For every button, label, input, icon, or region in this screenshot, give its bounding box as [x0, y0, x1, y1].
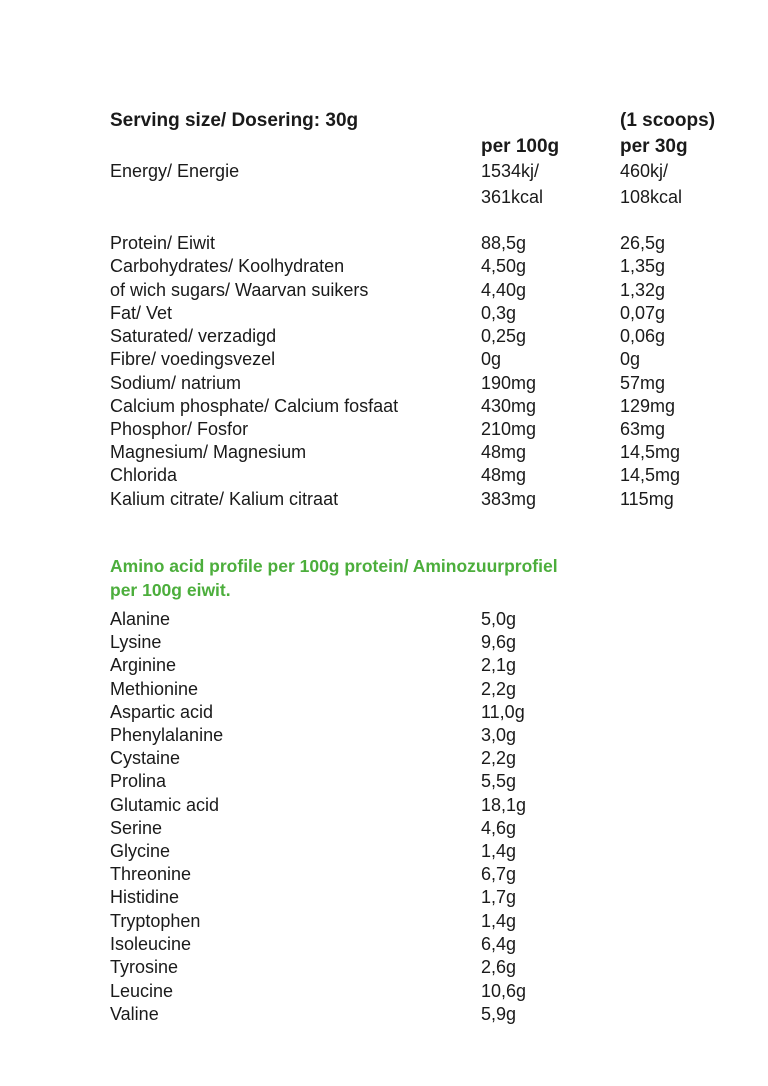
amino-row [110, 956, 750, 979]
nutrient-row [110, 441, 750, 464]
amino-label: Methionine [110, 679, 199, 699]
amino-label: Tyrosine [110, 957, 179, 977]
amino-row [110, 701, 750, 724]
energy-per30-kj: 460kj/ [620, 161, 669, 181]
nutrient-per100: 383mg [481, 489, 537, 509]
amino-row [110, 886, 750, 909]
col-per30-header: per 30g [620, 136, 688, 157]
amino-value: 9,6g [481, 632, 517, 652]
amino-value: 5,9g [481, 1004, 517, 1024]
col-per100-header: per 100g [481, 136, 560, 157]
nutrient-per30: 14,5mg [620, 442, 681, 462]
amino-value: 18,1g [481, 795, 527, 815]
nutrient-label: Carbohydrates/ Koolhydraten [110, 256, 345, 276]
nutrient-row [110, 395, 750, 418]
energy-label: Energy/ Energie [110, 161, 240, 181]
amino-label: Threonine [110, 864, 192, 884]
amino-label: Glycine [110, 841, 171, 861]
energy-kcal-row [110, 186, 750, 209]
nutrient-row [110, 464, 750, 487]
amino-value: 1,4g [481, 841, 517, 861]
nutrient-per100: 430mg [481, 396, 537, 416]
energy-per30-kcal: 108kcal [620, 187, 683, 207]
amino-row [110, 654, 750, 677]
amino-row [110, 933, 750, 956]
amino-value: 2,2g [481, 679, 517, 699]
nutrient-label: Sodium/ natrium [110, 373, 242, 393]
nutrient-per100: 0g [481, 349, 502, 369]
nutrient-label: Protein/ Eiwit [110, 233, 216, 253]
scoops-label: (1 scoops) [620, 110, 716, 131]
nutrient-per30: 1,32g [620, 280, 666, 300]
nutrient-per100: 4,50g [481, 256, 527, 276]
nutrient-per30: 14,5mg [620, 465, 681, 485]
nutrient-per30: 115mg [620, 489, 674, 509]
amino-label: Serine [110, 818, 163, 838]
amino-label: Lysine [110, 632, 162, 652]
amino-label: Valine [110, 1004, 159, 1024]
amino-value: 4,6g [481, 818, 517, 838]
nutrient-per100: 48mg [481, 442, 527, 462]
amino-label: Isoleucine [110, 934, 192, 954]
amino-value: 11,0g [481, 702, 525, 722]
amino-label: Phenylalanine [110, 725, 224, 745]
nutrient-per100: 48mg [481, 465, 527, 485]
amino-value: 2,1g [481, 655, 517, 675]
nutrient-per100: 210mg [481, 419, 537, 439]
nutrient-row [110, 232, 750, 255]
nutrient-per30: 26,5g [620, 233, 666, 253]
amino-row [110, 631, 750, 654]
nutrient-label: Saturated/ verzadigd [110, 326, 277, 346]
amino-value: 3,0g [481, 725, 517, 745]
energy-per100-kcal: 361kcal [481, 187, 544, 207]
nutrient-label: Phosphor/ Fosfor [110, 419, 249, 439]
amino-value: 2,6g [481, 957, 517, 977]
amino-row [110, 817, 750, 840]
amino-value: 10,6g [481, 981, 527, 1001]
nutrient-label: Chlorida [110, 465, 178, 485]
amino-label: Prolina [110, 771, 167, 791]
nutrient-per100: 4,40g [481, 280, 527, 300]
serving-size-label: Serving size/ Dosering: 30g [110, 110, 359, 131]
amino-label: Glutamic acid [110, 795, 220, 815]
amino-row [110, 678, 750, 701]
nutrient-label: Fat/ Vet [110, 303, 173, 323]
nutrient-per30: 63mg [620, 419, 666, 439]
amino-heading-line1: Amino acid profile per 100g protein/ Aminozuurprofiel [110, 556, 558, 576]
amino-value: 5,5g [481, 771, 517, 791]
nutrient-label: Calcium phosphate/ Calcium fosfaat [110, 396, 399, 416]
amino-row [110, 1003, 750, 1026]
nutrient-label: Magnesium/ Magnesium [110, 442, 307, 462]
column-header-row [110, 135, 750, 158]
nutrient-per100: 88,5g [481, 233, 527, 253]
amino-label: Aspartic acid [110, 702, 214, 722]
nutrient-row [110, 279, 750, 302]
nutrient-label: Kalium citrate/ Kalium citraat [110, 489, 339, 509]
amino-heading-line2: per 100g eiwit. [110, 580, 231, 600]
nutrient-row [110, 348, 750, 371]
nutrient-row [110, 255, 750, 278]
energy-row [110, 160, 750, 183]
amino-row [110, 794, 750, 817]
amino-row [110, 608, 750, 631]
amino-row [110, 980, 750, 1003]
amino-row [110, 724, 750, 747]
nutrient-label: Fibre/ voedingsvezel [110, 349, 276, 369]
amino-row [110, 910, 750, 933]
nutrient-per100: 0,25g [481, 326, 527, 346]
amino-label: Alanine [110, 609, 171, 629]
nutrient-row [110, 302, 750, 325]
nutrient-per100: 190mg [481, 373, 537, 393]
amino-row [110, 863, 750, 886]
amino-label: Arginine [110, 655, 177, 675]
amino-value: 2,2g [481, 748, 517, 768]
nutrient-label: of wich sugars/ Waarvan suikers [110, 280, 369, 300]
amino-value: 6,4g [481, 934, 517, 954]
nutrient-row [110, 325, 750, 348]
nutrient-row [110, 488, 750, 511]
serving-size-row [110, 109, 750, 132]
amino-value: 1,7g [481, 887, 517, 907]
nutrient-row [110, 372, 750, 395]
nutrient-per30: 0g [620, 349, 641, 369]
energy-per100-kj: 1534kj/ [481, 161, 540, 181]
nutrient-per30: 1,35g [620, 256, 666, 276]
amino-label: Tryptophen [110, 911, 201, 931]
amino-value: 5,0g [481, 609, 517, 629]
amino-row [110, 840, 750, 863]
amino-value: 6,7g [481, 864, 517, 884]
nutrient-per30: 57mg [620, 373, 666, 393]
amino-row [110, 747, 750, 770]
amino-value: 1,4g [481, 911, 517, 931]
nutrient-per30: 0,07g [620, 303, 666, 323]
amino-label: Cystaine [110, 748, 181, 768]
amino-row [110, 770, 750, 793]
nutrient-per30: 129mg [620, 396, 676, 416]
amino-label: Leucine [110, 981, 174, 1001]
nutrient-per100: 0,3g [481, 303, 517, 323]
amino-label: Histidine [110, 887, 180, 907]
nutrient-per30: 0,06g [620, 326, 666, 346]
nutrient-row [110, 418, 750, 441]
